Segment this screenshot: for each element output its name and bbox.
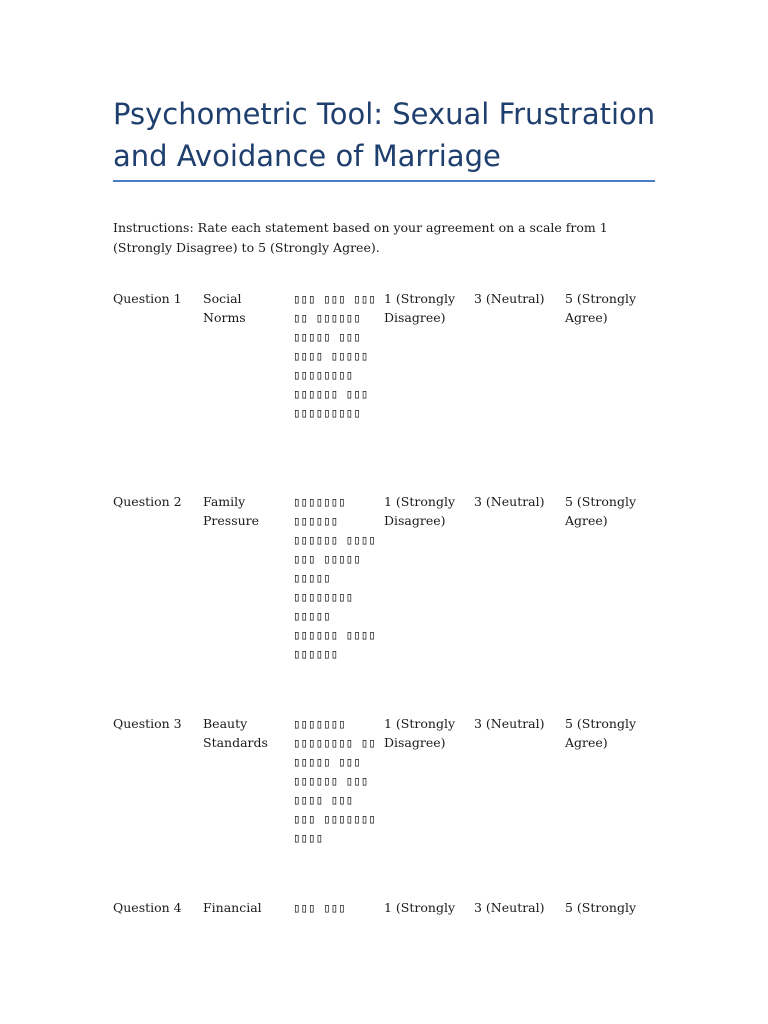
question-category: Social Norms (203, 291, 246, 325)
scale-low-label: 1 (Strongly Disagree) (384, 494, 456, 528)
question-label: Question 1 (113, 291, 182, 306)
scale-mid-label: 3 (Neutral) (474, 291, 545, 306)
scale-low-label: 1 (Strongly Disagree) (384, 291, 456, 325)
scale-mid-label: 3 (Neutral) (474, 900, 545, 915)
question-statement: ▯▯▯ ▯▯▯ (293, 900, 346, 915)
scale-mid-label: 3 (Neutral) (474, 494, 545, 509)
scale-high-label: 5 (Strongly Agree) (565, 716, 637, 750)
scale-low-label: 1 (Strongly (384, 900, 456, 915)
question-label: Question 2 (113, 494, 182, 509)
scale-high-label: 5 (Strongly (565, 900, 637, 915)
question-statement: ▯▯▯▯▯▯▯ ▯▯▯▯▯▯ ▯▯▯▯▯▯ ▯▯▯▯ ▯▯▯ ▯▯▯▯▯ ▯▯▯▯▯ ▯▯▯▯▯▯▯▯ ▯▯▯▯▯ ▯▯▯▯▯▯ ▯▯▯▯ ▯▯▯▯▯▯ (293, 494, 376, 661)
question-category: Beauty Standards (203, 716, 268, 750)
question-category: Family Pressure (203, 494, 260, 528)
question-category: Financial (203, 900, 262, 915)
question-label: Question 3 (113, 716, 182, 731)
scale-high-label: 5 (Strongly Agree) (565, 291, 637, 325)
scale-low-label: 1 (Strongly Disagree) (384, 716, 456, 750)
instructions-text: Instructions: Rate each statement based on your agreement on a scale from 1 (Strongly Disagree) to 5 (Strongly Agree). (113, 220, 608, 255)
title-divider (113, 180, 655, 182)
page-title: Psychometric Tool: Sexual Frustration and Avoidance of Marriage (113, 97, 656, 173)
question-label: Question 4 (113, 900, 182, 915)
scale-high-label: 5 (Strongly Agree) (565, 494, 637, 528)
question-statement: ▯▯▯▯▯▯▯ ▯▯▯▯▯▯▯▯ ▯▯ ▯▯▯▯▯ ▯▯▯ ▯▯▯▯▯▯ ▯▯▯ ▯▯▯▯ ▯▯▯ ▯▯▯ ▯▯▯▯▯▯▯ ▯▯▯▯ (293, 716, 376, 845)
question-statement: ▯▯▯ ▯▯▯ ▯▯▯ ▯▯ ▯▯▯▯▯▯ ▯▯▯▯▯ ▯▯▯ ▯▯▯▯ ▯▯▯▯▯ ▯▯▯▯▯▯▯▯ ▯▯▯▯▯▯ ▯▯▯ ▯▯▯▯▯▯▯▯▯ (293, 291, 376, 420)
scale-mid-label: 3 (Neutral) (474, 716, 545, 731)
